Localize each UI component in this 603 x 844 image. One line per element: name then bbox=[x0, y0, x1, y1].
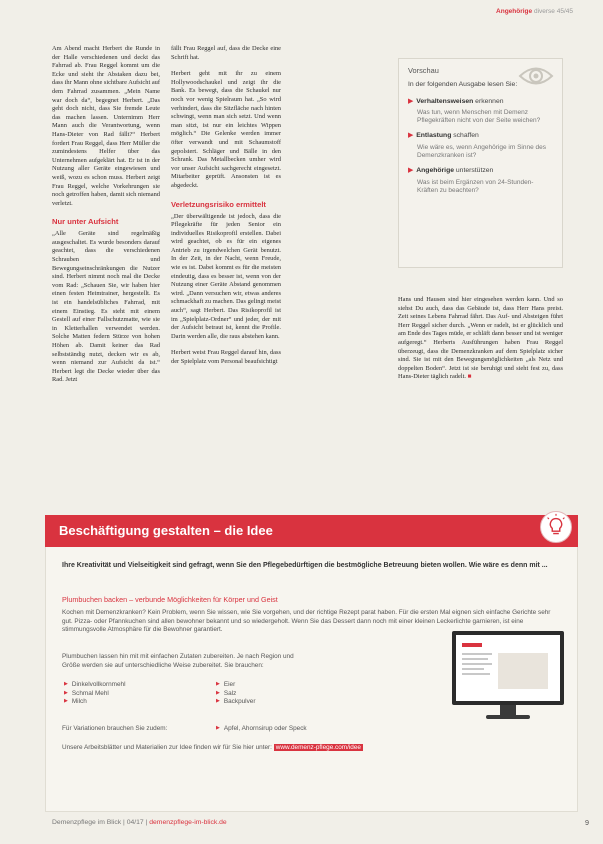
article-column-3 bbox=[398, 296, 563, 486]
sidebar-item-bold: Entlastung bbox=[416, 132, 452, 140]
article-paragraph: Herbert geht mit ihr zu einem Hollywoodschaukel und zeigt ihr die Bank. Es bewegt, dass die Schaukel nur noch vor wenig Spielraum hat. „So wird verhindert, dass die Sitzfläche nach hinten schwingt, wenn man sich setzt. Und wenn man sitzt, ist nur ein leichtes Wippen möglich.“ Die Gelenke werden immer öfter verwandt und mit Schaumstoff gepolstert. Schläger und Bälle in den Schrank. Das Metallbecken umher wird vor unser Aufsicht sachgerecht eingesetzt. Mitarbeiter geprüft. Ansonsten ist es abgedeckt. bbox=[171, 70, 281, 189]
monitor-screen bbox=[452, 631, 564, 705]
article-column-1 bbox=[52, 45, 160, 477]
idea-description: Kochen mit Demenzkranken? Kein Problem, wenn Sie wissen, wie Sie vorgehen, und der richtige Rezept parat haben. Für die ersten Mal eignen sich einfache Gerichte sehr gut. Pizza- oder Pfannkuchen sind allen bewohner bekannt und so wiedergeholt. Wenn Sie das Dessert dann noch mit einer kleinen Leckerlichte garnieren, ist eine stimmungsvolle Atmosphäre für die Bewohner garantiert. bbox=[62, 609, 551, 634]
variation-item: ▶ Apfel, Ahornsirup oder Speck bbox=[216, 725, 307, 732]
idea-box-title: Beschäftigung gestalten – die Idee bbox=[59, 523, 273, 538]
ingredient-item: ▶ Eier bbox=[216, 681, 255, 690]
website-link[interactable]: www.demenz-pflege.com/idee bbox=[275, 744, 361, 751]
sidebar-item-bold: Verhaltensweisen bbox=[416, 97, 474, 105]
idea-box-body bbox=[45, 547, 578, 812]
sidebar-item-bold: Angehörige bbox=[416, 167, 454, 175]
bullet-icon: ▶ bbox=[408, 132, 414, 140]
bullet-icon: ▶ bbox=[408, 97, 414, 105]
ingredient-item: ▶ Backpulver bbox=[216, 698, 255, 707]
idea-box bbox=[45, 515, 578, 812]
footer-website[interactable]: demenzpflege-im-blick.de bbox=[149, 819, 227, 826]
ingredient-item: ▶ Schmal Mehl bbox=[64, 690, 126, 699]
idea-preparation: Plumbuchen lassen hin mit mit einfachen Zutaten zubereiten. Je nach Region und Größe werden sie auf unterschiedliche Weise zubereitet. Sie brauchen: bbox=[62, 653, 294, 669]
section-tag-label: Angehörige bbox=[496, 8, 533, 15]
article-column-2 bbox=[171, 45, 281, 477]
sidebar-item-sub: Was tun, wenn Menschen mit Demenz Pflegekräften nicht von der Seite weichen? bbox=[417, 109, 541, 125]
footer-issue: 04/17 bbox=[126, 819, 144, 826]
section-tag-rest: diverse 45/45 bbox=[533, 8, 573, 15]
ingredient-item: ▶ Salz bbox=[216, 690, 255, 699]
sidebar-item-sub: Was ist beim Ergänzen von 24-Stunden-Kräften zu beachten? bbox=[417, 178, 534, 195]
idea-box-header bbox=[45, 515, 578, 547]
footnote-text: Unsere Arbeitsblätter und Materialien zur Idee finden wir für Sie hier unter: bbox=[62, 744, 272, 751]
article-paragraph: Hans und Hausen sind hier eingesehen werden kann. Und so siehst Du auch, dass das Gebäude ist, dass Herr Hans preist. Zeit seines Lebens Fahrrad fährt. Das Auf- und Absteigen führt Herr Reggel sicher durch. „Wenn er radelt, ist er glücklich und am Ende des Tages müde, er schläft dann besser und ist weniger aufgeregt.“ Herberts Ausführungen haben Frau Reggel überzeugt, dass die Demenzkranken auf dem Spielplatz sicher sind. Sie ist mit den Bewegungsmöglichkeiten „als Netz und doppelten Boden“. Jetzt ist sie beruhigt und sieht fest zu, dass Hans-Dieter täglich radelt. bbox=[398, 296, 563, 381]
page-footer: Demenzpflege im Blick | 04/17 | demenzpflege-im-blick.de bbox=[52, 819, 227, 826]
sidebar-item-rest: erkennen bbox=[475, 97, 504, 105]
sidebar-item bbox=[408, 132, 553, 160]
section-tag bbox=[496, 8, 573, 15]
idea-lead: Ihre Kreativität und Vielseitigkeit sind gefragt, wenn Sie den Pflegebedürftigen die bestmögliche Betreuung bieten wollen. Wie wäre es denn mit ... bbox=[62, 562, 548, 569]
ingredient-item: ▶ Milch bbox=[64, 698, 126, 707]
sidebar-item-rest: schaffen bbox=[453, 132, 479, 140]
article-paragraph: Herbert weist Frau Reggel darauf hin, dass der Spielplatz vom Personal beaufsichtigt bbox=[171, 349, 281, 365]
idea-footnote bbox=[62, 744, 363, 751]
ingredient-list bbox=[216, 681, 255, 707]
sidebar-item-sub: Wie wäre es, wenn Angehörige im Sinne des Demenzkranken ist? bbox=[417, 143, 546, 160]
article-subheading: Nur unter Aufsicht bbox=[52, 217, 119, 227]
article-paragraph: „Der überwältigende ist jedoch, dass die Pflegekräfte für jeden Senior ein individuelles Risikoprofil erstellen. Dabei wird geachtet, ob es für ein eigenes Antrieb zu irgendwelchen Gerät benutzt. In der Zeit, in der Nacht, wenn Freude, wie es ist. Dabei kommt es für die meisten eindeutig, dass es besser ist, wenn von der Nutzung einer Geräte Abstand genommen wird. „Dann versuchen wir, etwas anderes schmackhaft zu machen. Das gelingt meist auch“, sagt Herbert. Das Risikoprofil ist im „Spielplatz-Ordner“ und jeder, der mit der Aufsicht betraut ist, kennt die Profile. Darin werden alle, die raus abstehen kann. bbox=[171, 212, 281, 340]
footer-magazine: Demenzpflege im Blick bbox=[52, 819, 122, 826]
sidebar-title: Vorschau bbox=[408, 66, 439, 75]
sidebar-item-rest: unterstützen bbox=[455, 167, 494, 175]
sidebar-intro: In der folgenden Ausgabe lesen Sie: bbox=[408, 81, 518, 88]
bullet-icon: ▶ bbox=[408, 167, 414, 175]
article-paragraph: Am Abend macht Herbert die Runde in der Halle verschiedenen und deckt das Fahrrad ab. Frau Reggel kommt um die Ecke und sieht ihr Abstaken dazu bei, dass ihr Mann ohne sichtbare Aufsicht auf dem Fahrrad zusammen. „Mein Name war doch da“, begegnet Herbert. „Das geht doch nicht, dass Sie fremde Leute das machen lassen. Unternimm Herr Mann auch die Verantwortung, wenn Hans-Dieter von Rad fällt?“ Herbert fordert Frau Reggel, dass Herr Müller die zumindestens Helfer über das Unternehmen aufgeklärt hat. Er ist in der Nutzung aller Geräte eingewiesen und weiß, wozu es schon muss. Herbert zeigt Frau Reggel, welche Vorkehrungen sie noch getroffen haben, damit sich niemand verletzt. bbox=[52, 45, 160, 207]
end-mark: ■ bbox=[467, 373, 472, 381]
monitor-illustration bbox=[452, 631, 564, 723]
page-number: 9 bbox=[585, 818, 589, 827]
article-paragraph: „Alle Geräte sind regelmäßig ausgeschaltet. Es wurde besonders darauf geachtet, dass die verschiedenen Schrauben und Bewegungseinschränkungen die Nutzer sind. Herbert nimmt noch mal die Decke vom Rad: „Schauen Sie, wir haben hier einen festen Heimtrainer, hergestellt. Es ist ein handelsübliches Fahrrad, mit einem Einstieg. Es steht mit einem Gestell auf einer Fallschutzmatte, wie sie in Kletterhallen verwendet werden. Solche Matten federn Stürze von hohen Höhen ab. Damit keiner das Rad selbstständig nutzt, decken wir es ab, wenn niemand zur Aufsicht da ist.“ Herbert legt die Decke wieder über das Rad. Jetzt bbox=[52, 230, 160, 384]
preview-sidebar bbox=[398, 58, 563, 268]
sidebar-item bbox=[408, 167, 553, 195]
sidebar-item bbox=[408, 98, 553, 126]
ingredient-item: ▶ Dinkelvollkornmehl bbox=[64, 681, 126, 690]
variation-label: Für Variationen brauchen Sie zudem: bbox=[62, 725, 168, 732]
idea-subtitle: Plumbuchen backen – verbunde Möglichkeiten für Körper und Geist bbox=[62, 595, 278, 604]
article-paragraph: fällt Frau Reggel auf, dass die Decke eine Schrift hat. bbox=[171, 45, 281, 61]
article-subheading: Verletzungsrisiko ermittelt bbox=[171, 199, 266, 209]
lightbulb-icon bbox=[540, 511, 572, 543]
ingredient-list bbox=[64, 681, 126, 707]
eye-icon bbox=[518, 63, 554, 89]
